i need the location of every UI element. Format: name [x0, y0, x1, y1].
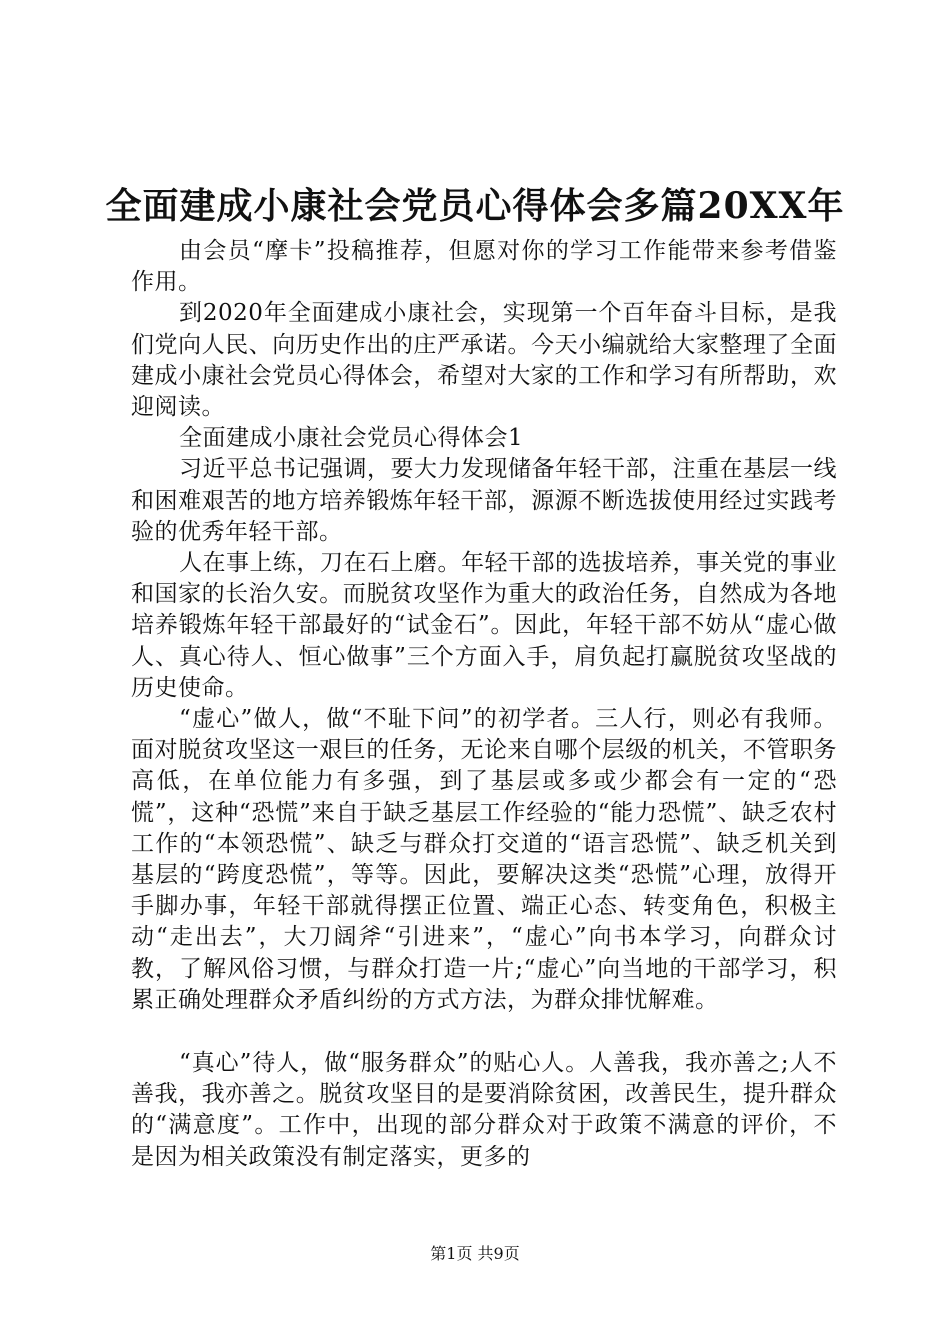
document-body [131, 236, 837, 1173]
page-number-footer: 第1页 共9页 [430, 1244, 520, 1263]
paragraph: 习近平总书记强调，要大力发现储备年轻干部，注重在基层一线和困难艰苦的地方培养锻炼年轻干部，源源不断选拔使用经过实践考验的优秀年轻干部。 [131, 456, 837, 545]
paragraph: “虚心”做人，做“不耻下问”的初学者。三人行，则必有我师。面对脱贫攻坚这一艰巨的任务，无论来自哪个层级的机关，不管职务高低，在单位能力有多强，到了基层或多或少都会有一定的“恐慌”，这种“恐慌”来自于缺乏基层工作经验的“能力恐慌”、缺乏农村工作的“本领恐慌”、缺乏与群众打交道的“语言恐慌”、缺乏机关到基层的“跨度恐慌”，等等。因此，要解决这类“恐慌”心理，放得开手脚办事，年轻干部就得摆正位置、端正心态、转变角色，积极主动“走出去”，大刀阔斧“引进来”，“虚心”向书本学习，向群众讨教，了解风俗习惯，与群众打造一片;“虚心”向当地的干部学习，积累正确处理群众矛盾纠纷的方式方法，为群众排忧解难。 [131, 706, 837, 1013]
paragraph: 人在事上练，刀在石上磨。年轻干部的选拔培养，事关党的事业和国家的长治久安。而脱贫攻坚作为重大的政治任务，自然成为各地培养锻炼年轻干部最好的“试金石”。因此，年轻干部不妨从“虚心做人、真心待人、恒心做事”三个方面入手，肩负起打赢脱贫攻坚战的历史使命。 [131, 550, 837, 701]
section-heading: 全面建成小康社会党员心得体会1 [179, 425, 524, 452]
paragraph-summary: 到2020年全面建成小康社会，实现第一个百年奋斗目标，是我们党向人民、向历史作出的庄严承诺。今天小编就给大家整理了全面建成小康社会党员心得体会，希望对大家的工作和学习有所帮助，欢迎阅读。 [131, 300, 837, 421]
paragraph: “真心”待人，做“服务群众”的贴心人。人善我，我亦善之;人不善我，我亦善之。脱贫攻坚目的是要消除贫困，改善民生，提升群众的“满意度”。工作中，出现的部分群众对于政策不满意的评价，不是因为相关政策没有制定落实，更多的 [131, 1050, 837, 1170]
document-title: 全面建成小康社会党员心得体会多篇20XX年 [105, 185, 845, 227]
paragraph-intro: 由会员“摩卡”投稿推荐，但愿对你的学习工作能带来参考借鉴作用。 [131, 238, 837, 296]
